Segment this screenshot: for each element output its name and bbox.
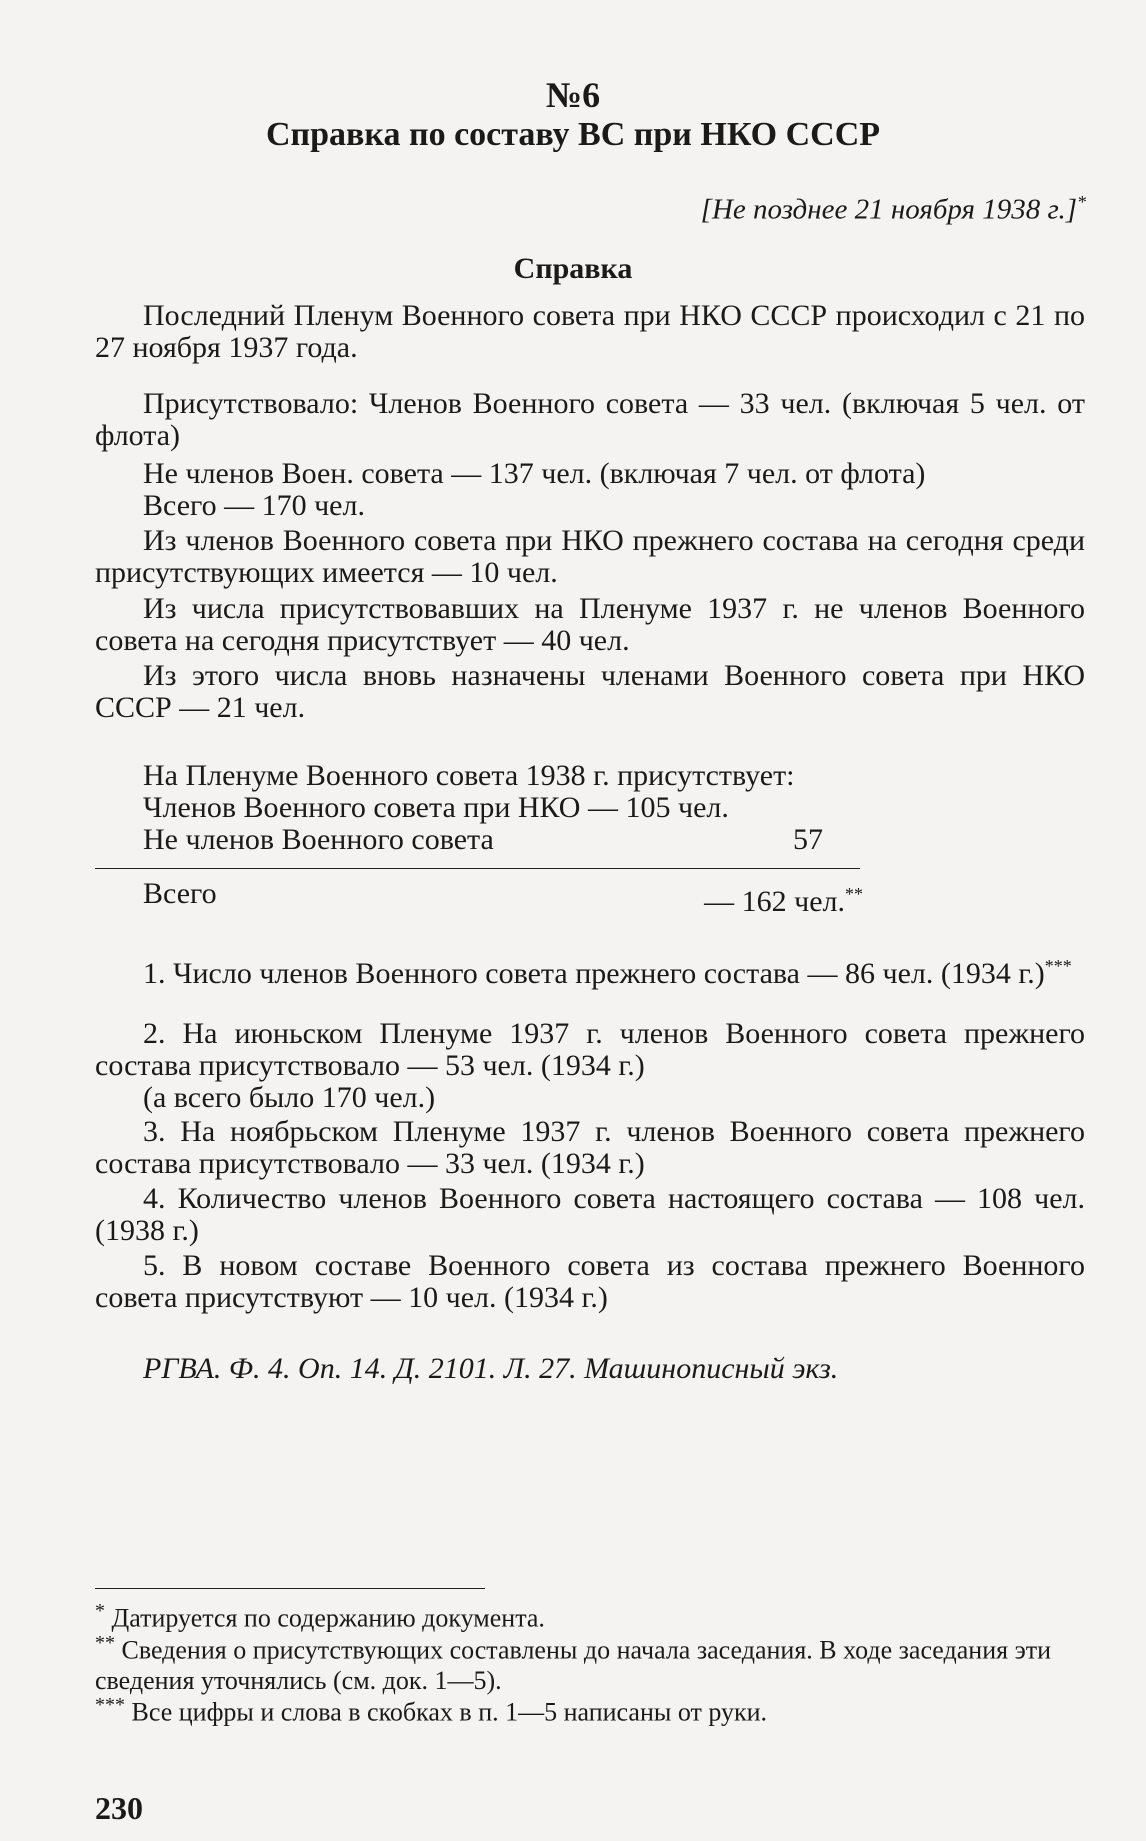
paragraph-2: Присутствовало: Членов Военного совета — 33 чел. (включая 5 чел. от флота) xyxy=(95,387,1085,452)
paragraph-1: Последний Пленум Военного совета при НКО СССР происходил с 21 по 27 ноября 1937 года. xyxy=(95,299,1085,364)
paragraph-6: Из этого числа вновь назначены членами Военного совета при НКО СССР — 21 чел. xyxy=(95,659,1085,724)
paragraph-4: Из членов Военного совета при НКО прежнего состава на сегодня среди присутствующих имеется — 10 чел. xyxy=(95,524,1085,589)
tally-total xyxy=(95,878,1085,918)
archive-source: РГВА. Ф. 4. Оп. 14. Д. 2101. Л. 27. Машинописный экз. xyxy=(143,1352,839,1385)
footnote-1: * Датируется по содержанию документа. xyxy=(95,1600,545,1633)
document-title: Справка по составу ВС при НКО СССР xyxy=(265,116,881,153)
paragraph-3b: Всего — 170 чел. xyxy=(143,489,365,522)
list-item: 4. Количество членов Военного совета настоящего состава — 108 чел. (1938 г.) xyxy=(95,1182,1085,1247)
numbered-list-3 xyxy=(95,1116,1085,1180)
document-number: №6 xyxy=(545,75,601,115)
footnote-rule xyxy=(95,1588,485,1589)
numbered-list-5 xyxy=(95,1250,1085,1314)
body-text-4 xyxy=(95,525,1085,589)
list-item: 5. В новом составе Военного совета из состава прежнего Военного совета присутствуют — 10 чел. (1934 г.) xyxy=(95,1249,1085,1314)
paragraph-5: Из числа присутствовавших на Пленуме 1937 г. не членов Военного совета на сегодня присутствует — 40 чел. xyxy=(95,592,1085,657)
numbered-list xyxy=(95,950,1085,990)
list-item: 3. На ноябрьском Пленуме 1937 г. членов Военного совета прежнего состава присутствовало — 33 чел. (1934 г.) xyxy=(95,1115,1085,1180)
date-footnote-mark: * xyxy=(1077,192,1086,212)
list-item: 1. Число членов Военного совета прежнего состава — 86 чел. (1934 г.)*** xyxy=(143,956,1072,990)
tally-block xyxy=(95,760,1085,856)
tally-row-members: Членов Военного совета при НКО — 105 чел. xyxy=(143,791,729,824)
body-text xyxy=(95,300,1085,364)
body-text-3 xyxy=(95,458,1085,522)
list-item: 2. На июньском Пленуме 1937 г. членов Военного совета прежнего состава присутствовало — 53 чел. (1934 г.) xyxy=(95,1017,1085,1082)
page-number: 230 xyxy=(95,1790,143,1826)
body-text-6 xyxy=(95,660,1085,724)
body-text-2 xyxy=(95,388,1085,452)
numbered-list-2 xyxy=(95,1018,1085,1114)
footnote-3: *** Все цифры и слова в скобках в п. 1—5 написаны от руки. xyxy=(95,1694,768,1727)
section-heading: Справка xyxy=(513,252,633,285)
tally-total-row: Всего — 162 чел.** xyxy=(143,877,863,918)
footnote-2: ** Сведения о присутствующих составлены до начала заседания. В ходе заседания эти сведения уточнялись (см. док. 1—5). xyxy=(95,1632,1051,1695)
tally-row-nonmembers: Не членов Военного совета 57 xyxy=(143,823,823,856)
tally-intro: На Пленуме Военного совета 1938 г. присутствует: xyxy=(143,759,795,792)
body-text-5 xyxy=(95,593,1085,657)
date-note: [Не позднее 21 ноября 1938 г.]* xyxy=(700,192,1086,226)
list-item-note: (а всего было 170 чел.) xyxy=(143,1081,436,1114)
paragraph-3a: Не членов Воен. совета — 137 чел. (включая 7 чел. от флота) xyxy=(143,457,926,490)
tally-rule xyxy=(95,868,860,869)
tally-total-value: — 162 чел.** xyxy=(704,884,863,918)
numbered-list-4 xyxy=(95,1183,1085,1247)
